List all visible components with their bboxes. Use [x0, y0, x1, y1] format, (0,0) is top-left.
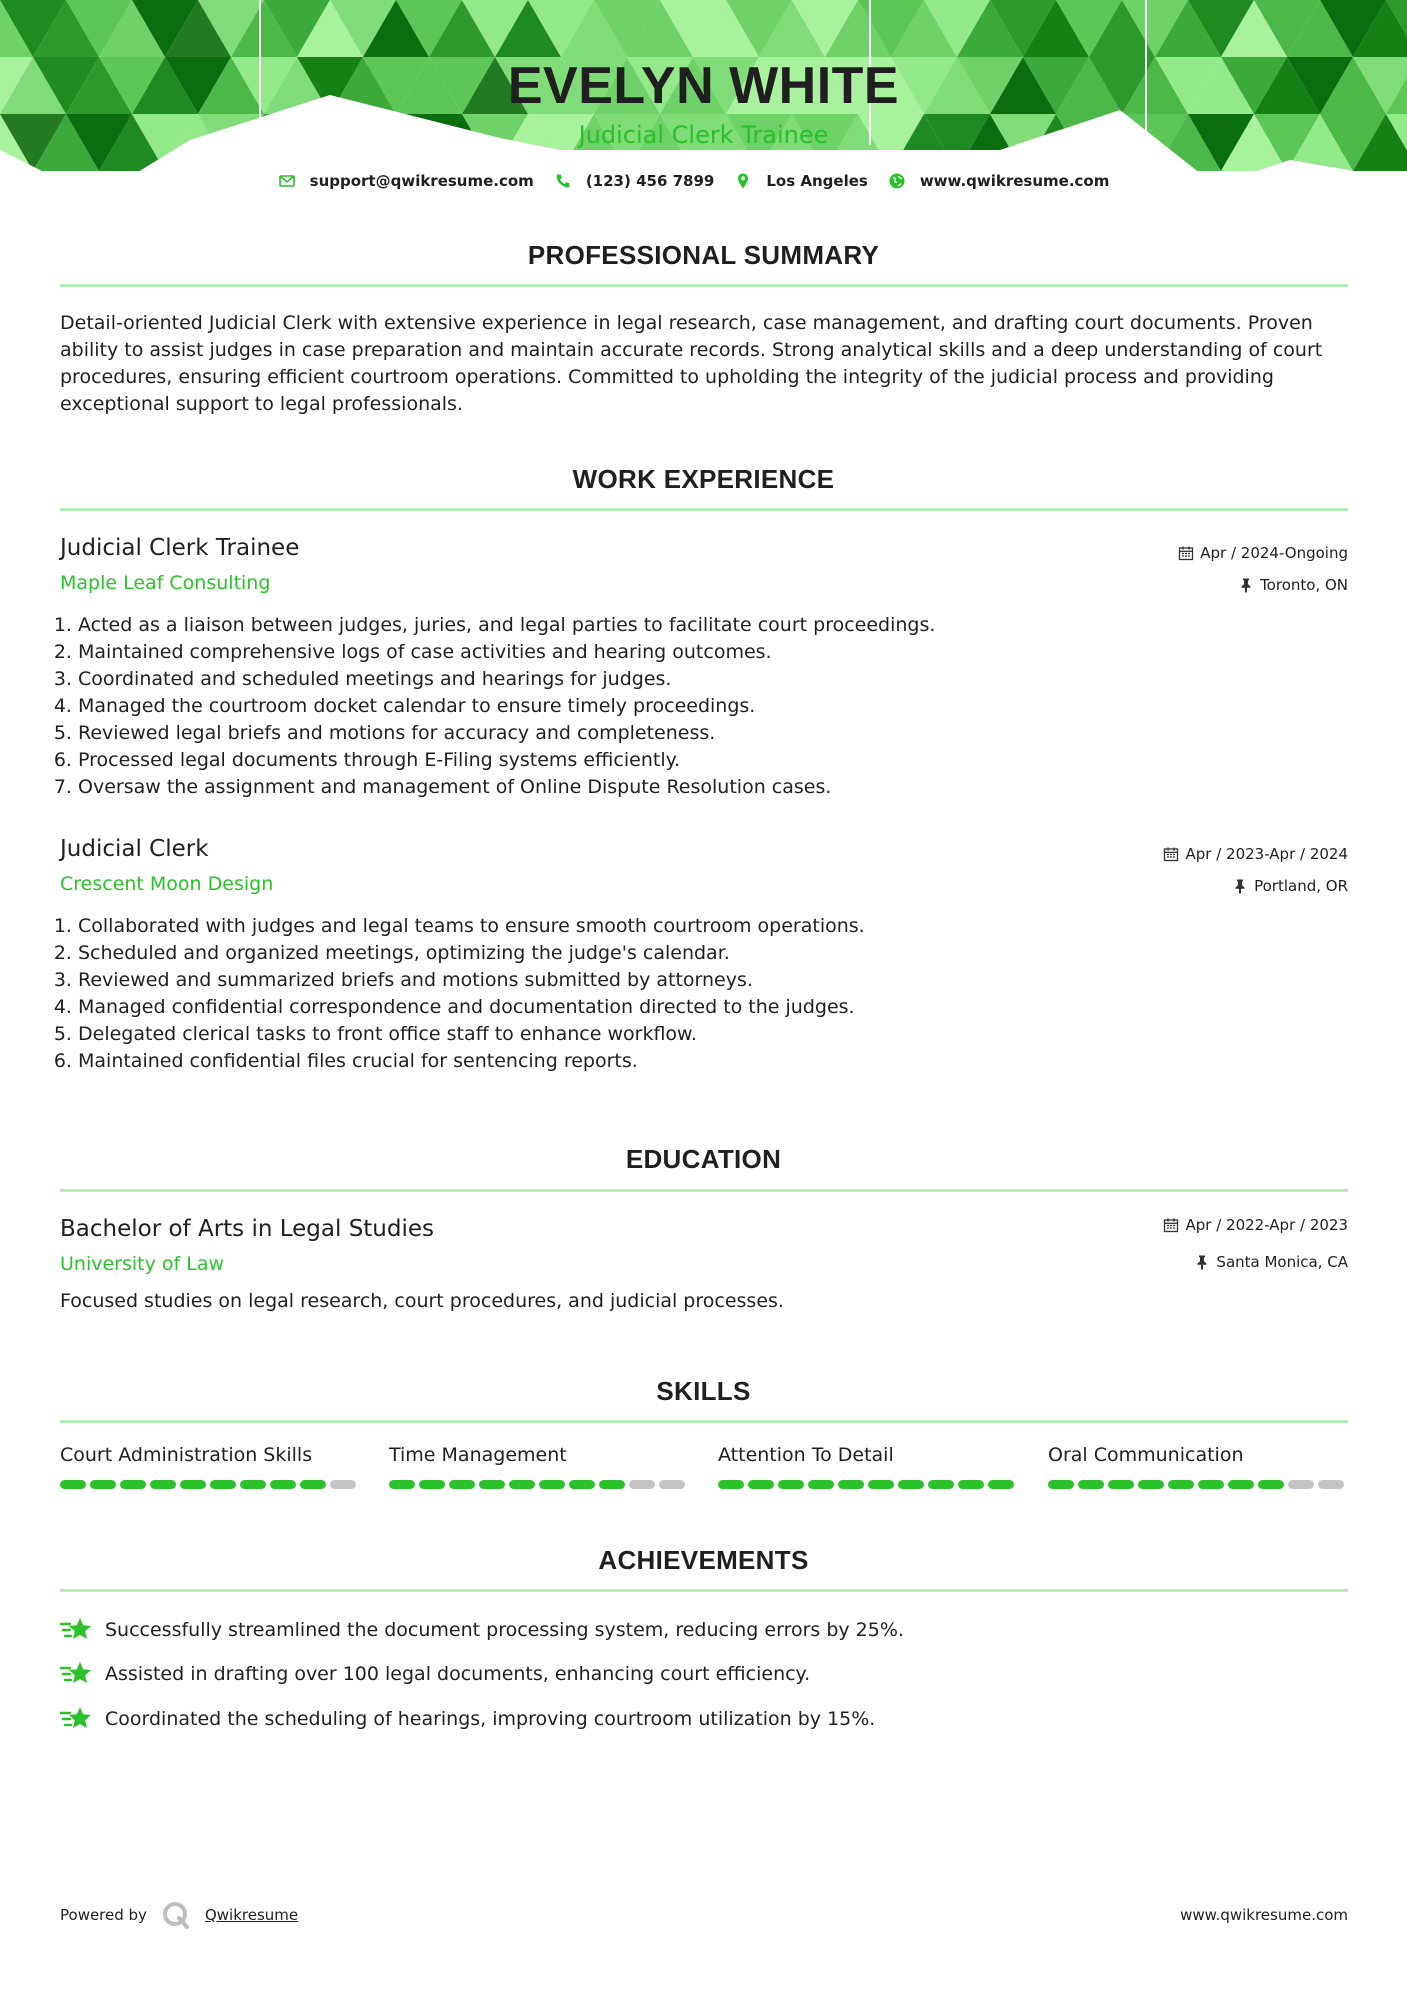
skills-heading: SKILLS — [656, 1376, 751, 1406]
degree-title: Bachelor of Arts in Legal Studies — [60, 1216, 435, 1242]
skill-name: Attention To Detail — [718, 1444, 894, 1466]
skill-level-segment — [838, 1480, 864, 1489]
achievements-heading: ACHIEVEMENTS — [598, 1545, 809, 1575]
skill-level-segment — [389, 1480, 415, 1489]
powered-by-label: Powered by — [60, 1906, 147, 1924]
phone-icon — [554, 172, 572, 190]
skill-level-segment — [599, 1480, 625, 1489]
skill-level-segment — [1108, 1480, 1134, 1489]
skill-item — [60, 1444, 362, 1489]
skill-level-segment — [1228, 1480, 1254, 1489]
list-item: 6. Maintained confidential files crucial for sentencing reports. — [78, 1048, 865, 1075]
job-title: Judicial Clerk Trainee — [60, 535, 300, 561]
contact-email[interactable]: support@qwikresume.com — [309, 172, 534, 190]
achievement-item — [60, 1659, 810, 1689]
calendar-icon — [1163, 1217, 1179, 1233]
skill-level-segment — [1198, 1480, 1224, 1489]
pushpin-icon — [1238, 577, 1254, 593]
list-item: 1. Acted as a liaison between judges, juries, and legal parties to facilitate court proceedings. — [78, 612, 935, 639]
skill-level-segment — [90, 1480, 116, 1489]
list-item: 1. Collaborated with judges and legal teams to ensure smooth courtroom operations. — [78, 913, 865, 940]
achievement-text: Coordinated the scheduling of hearings, improving courtroom utilization by 15%. — [105, 1708, 876, 1730]
skill-level-segment — [210, 1480, 236, 1489]
list-item: 5. Delegated clerical tasks to front office staff to enhance workflow. — [78, 1021, 865, 1048]
job-location — [1232, 877, 1348, 895]
skill-level-segment — [1288, 1480, 1314, 1489]
skill-level-segment — [898, 1480, 924, 1489]
skill-level-segment — [300, 1480, 326, 1489]
education-location-text: Santa Monica, CA — [1216, 1253, 1348, 1271]
skill-level-segment — [1168, 1480, 1194, 1489]
skill-level-segment — [748, 1480, 774, 1489]
skill-item — [1048, 1444, 1350, 1489]
skill-name: Oral Communication — [1048, 1444, 1244, 1466]
education-description: Focused studies on legal research, court procedures, and judicial processes. — [60, 1290, 784, 1312]
star-icon — [60, 1615, 92, 1645]
job-responsibilities — [52, 913, 865, 1075]
summary-text: Detail-oriented Judicial Clerk with extensive experience in legal research, case management, and drafting court documents. Proven ability to assist judges in case preparation and maintain accurate records. Strong analytical skills and a deep understanding of court procedures, ensuring efficient courtroom operations. Committed to upholding the integrity of the judicial process and providing exceptional support to legal professionals. — [60, 312, 1323, 415]
skill-level-bar — [1048, 1480, 1350, 1489]
summary-divider — [60, 284, 1348, 287]
job-responsibilities — [52, 612, 935, 801]
contact-phone[interactable]: (123) 456 7899 — [585, 172, 715, 190]
skill-level-segment — [539, 1480, 565, 1489]
achievement-item — [60, 1615, 904, 1645]
job-dates-text: Apr / 2024-Ongoing — [1200, 544, 1348, 562]
education-location — [1194, 1253, 1348, 1271]
skill-level-segment — [150, 1480, 176, 1489]
job-location-text: Portland, OR — [1254, 877, 1348, 895]
skill-level-bar — [718, 1480, 1020, 1489]
job-location-text: Toronto, ON — [1260, 576, 1348, 594]
contact-bar — [0, 172, 1407, 190]
experience-heading: WORK EXPERIENCE — [572, 464, 835, 494]
skill-level-segment — [330, 1480, 356, 1489]
achievement-text: Assisted in drafting over 100 legal documents, enhancing court efficiency. — [105, 1663, 811, 1685]
map-pin-icon — [734, 172, 752, 190]
list-item: 4. Managed confidential correspondence and documentation directed to the judges. — [78, 994, 865, 1021]
skill-level-segment — [808, 1480, 834, 1489]
job-title: Judicial Clerk — [60, 836, 209, 862]
list-item: 2. Maintained comprehensive logs of case activities and hearing outcomes. — [78, 639, 935, 666]
skill-level-bar — [389, 1480, 691, 1489]
skill-level-segment — [659, 1480, 685, 1489]
skill-level-segment — [778, 1480, 804, 1489]
footer-website[interactable]: www.qwikresume.com — [1180, 1906, 1348, 1924]
list-item: 7. Oversaw the assignment and management of Online Dispute Resolution cases. — [78, 774, 935, 801]
skill-level-segment — [180, 1480, 206, 1489]
skill-item — [389, 1444, 691, 1489]
achievements-divider — [60, 1589, 1348, 1592]
list-item: 5. Reviewed legal briefs and motions for accuracy and completeness. — [78, 720, 935, 747]
skills-divider — [60, 1420, 1348, 1423]
skill-level-segment — [868, 1480, 894, 1489]
skill-level-segment — [958, 1480, 984, 1489]
list-item: 3. Coordinated and scheduled meetings and hearings for judges. — [78, 666, 935, 693]
education-dates-text: Apr / 2022-Apr / 2023 — [1185, 1216, 1348, 1234]
skill-level-segment — [1258, 1480, 1284, 1489]
summary-heading: PROFESSIONAL SUMMARY — [527, 240, 880, 270]
skill-level-segment — [928, 1480, 954, 1489]
school-name: University of Law — [60, 1253, 225, 1275]
contact-location: Los Angeles — [766, 172, 868, 190]
list-item: 2. Scheduled and organized meetings, optimizing the judge's calendar. — [78, 940, 865, 967]
skill-level-segment — [120, 1480, 146, 1489]
job-company: Crescent Moon Design — [60, 873, 274, 895]
skill-name: Time Management — [389, 1444, 567, 1466]
job-dates-text: Apr / 2023-Apr / 2024 — [1185, 845, 1348, 863]
list-item: 4. Managed the courtroom docket calendar to ensure timely proceedings. — [78, 693, 935, 720]
globe-icon — [888, 172, 906, 190]
achievement-text: Successfully streamlined the document processing system, reducing errors by 25%. — [105, 1619, 904, 1641]
skill-level-segment — [509, 1480, 535, 1489]
job-dates — [1163, 845, 1348, 863]
skill-level-segment — [1078, 1480, 1104, 1489]
skill-level-segment — [569, 1480, 595, 1489]
star-icon — [60, 1704, 92, 1734]
star-icon — [60, 1659, 92, 1689]
candidate-name: EVELYN WHITE — [507, 57, 900, 115]
qwikresume-logo-icon — [161, 1900, 191, 1930]
job-location — [1238, 576, 1348, 594]
education-heading: EDUCATION — [625, 1144, 782, 1174]
skill-level-segment — [629, 1480, 655, 1489]
skill-level-bar — [60, 1480, 362, 1489]
experience-divider — [60, 508, 1348, 511]
envelope-icon — [278, 172, 296, 190]
education-divider — [60, 1189, 1348, 1192]
skill-level-segment — [1138, 1480, 1164, 1489]
job-company: Maple Leaf Consulting — [60, 572, 271, 594]
candidate-role: Judicial Clerk Trainee — [578, 121, 829, 149]
list-item: 3. Reviewed and summarized briefs and motions submitted by attorneys. — [78, 967, 865, 994]
skill-name: Court Administration Skills — [60, 1444, 313, 1466]
list-item: 6. Processed legal documents through E-Filing systems efficiently. — [78, 747, 935, 774]
education-dates — [1163, 1216, 1348, 1234]
skill-level-segment — [718, 1480, 744, 1489]
achievement-item — [60, 1704, 875, 1734]
skill-item — [718, 1444, 1020, 1489]
skill-level-segment — [1048, 1480, 1074, 1489]
calendar-icon — [1178, 545, 1194, 561]
footer-powered-by — [60, 1900, 298, 1930]
skill-level-segment — [419, 1480, 445, 1489]
brand-link[interactable]: Qwikresume — [204, 1906, 299, 1924]
calendar-icon — [1163, 846, 1179, 862]
skill-level-segment — [60, 1480, 86, 1489]
contact-website[interactable]: www.qwikresume.com — [919, 172, 1110, 190]
pushpin-icon — [1194, 1254, 1210, 1270]
skill-level-segment — [1318, 1480, 1344, 1489]
skill-level-segment — [240, 1480, 266, 1489]
skill-level-segment — [479, 1480, 505, 1489]
job-dates — [1178, 544, 1348, 562]
skill-level-segment — [988, 1480, 1014, 1489]
skill-level-segment — [270, 1480, 296, 1489]
pushpin-icon — [1232, 878, 1248, 894]
skill-level-segment — [449, 1480, 475, 1489]
